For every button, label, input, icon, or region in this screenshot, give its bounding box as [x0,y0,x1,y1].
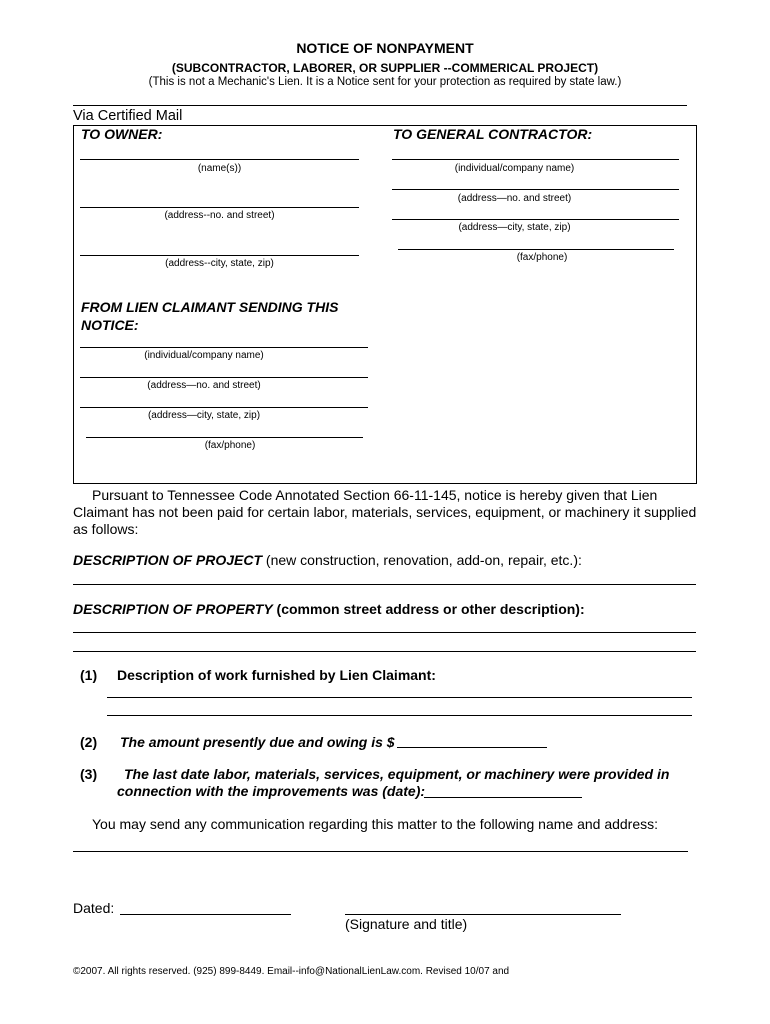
claimant-heading-line1: FROM LIEN CLAIMANT SENDING THIS [81,299,339,315]
amount-due-line[interactable] [397,747,547,748]
item-3-line-2: connection with the improvements was (date): [117,783,426,799]
project-line[interactable] [73,584,696,585]
project-row [73,552,582,568]
contractor-name-caption: (individual/company name) [454,163,575,174]
claimant-city-caption: (address—city, state, zip) [147,410,261,421]
owner-name-line[interactable] [80,159,359,160]
project-hint: (new construction, renovation, add-on, repair, etc.): [262,552,582,568]
contractor-name-line[interactable] [392,159,679,160]
claimant-name-caption: (individual/company name) [144,350,264,361]
page-subtitle: (SUBCONTRACTOR, LABORER, OR SUPPLIER --COMMERICAL PROJECT) [171,61,599,75]
claimant-street-line[interactable] [80,377,368,378]
owner-name-caption: (name(s)) [197,163,242,174]
contractor-fax-caption: (fax/phone) [516,252,568,263]
contractor-city-line[interactable] [392,219,679,220]
body-line-1: Pursuant to Tennessee Code Annotated Section 66-11-145, notice is hereby given that Lien [92,487,658,503]
property-line-1[interactable] [73,632,696,633]
item-1-line-1[interactable] [107,697,692,698]
item-2-number: (2) [80,734,98,750]
via-certified-mail: Via Certified Mail [73,108,183,124]
communication-line[interactable] [73,851,688,852]
contractor-city-caption: (address—city, state, zip) [458,222,571,233]
signature-line[interactable] [345,914,621,915]
item-3-line-1: The last date labor, materials, services, equipment, or machinery were provided in [124,766,670,782]
page-title: NOTICE OF NONPAYMENT [296,40,474,56]
body-line-2: Claimant has not been paid for certain labor, materials, services, equipment, or machinery it supplied [73,504,697,520]
footer-copyright: ©2007. All rights reserved. (925) 899-8449. Email--info@NationalLienLaw.com. Revised 10/07 and [73,966,510,977]
owner-street-line[interactable] [80,207,359,208]
dated-label: Dated: [73,900,115,916]
contractor-fax-line[interactable] [398,249,674,250]
claimant-street-caption: (address—no. and street) [147,380,261,391]
owner-street-caption: (address--no. and street) [164,210,275,221]
property-label: DESCRIPTION OF PROPERTY [73,601,273,617]
item-1-line-2[interactable] [107,715,692,716]
contractor-heading: TO GENERAL CONTRACTOR: [393,126,593,142]
claimant-fax-line[interactable] [86,437,363,438]
contractor-street-caption: (address—no. and street) [457,193,572,204]
item-2-text: The amount presently due and owing is $ [120,734,395,750]
item-1-text: Description of work furnished by Lien Claimant: [117,667,436,683]
body-line-3: as follows: [73,521,139,537]
property-line-2[interactable] [73,651,696,652]
item-1-number: (1) [80,667,98,683]
claimant-heading-line2: NOTICE: [81,317,139,333]
owner-heading: TO OWNER: [81,126,163,142]
property-row [73,601,585,617]
owner-city-caption: (address--city, state, zip) [165,258,274,269]
claimant-name-line[interactable] [80,347,368,348]
header-divider [73,105,687,106]
property-hint: (common street address or other description): [272,601,585,617]
contractor-street-line[interactable] [392,189,679,190]
dated-line[interactable] [120,914,291,915]
communication-text: You may send any communication regarding this matter to the following name and address: [92,816,659,832]
claimant-fax-caption: (fax/phone) [204,440,256,451]
claimant-city-line[interactable] [80,407,368,408]
signature-caption: (Signature and title) [345,916,468,932]
item-3-number: (3) [80,766,98,782]
last-date-line[interactable] [424,797,582,798]
owner-city-line[interactable] [80,255,359,256]
header-note: (This is not a Mechanic's Lien. It is a Notice sent for your protection as required by state law.) [148,76,622,88]
project-label: DESCRIPTION OF PROJECT [73,552,263,568]
